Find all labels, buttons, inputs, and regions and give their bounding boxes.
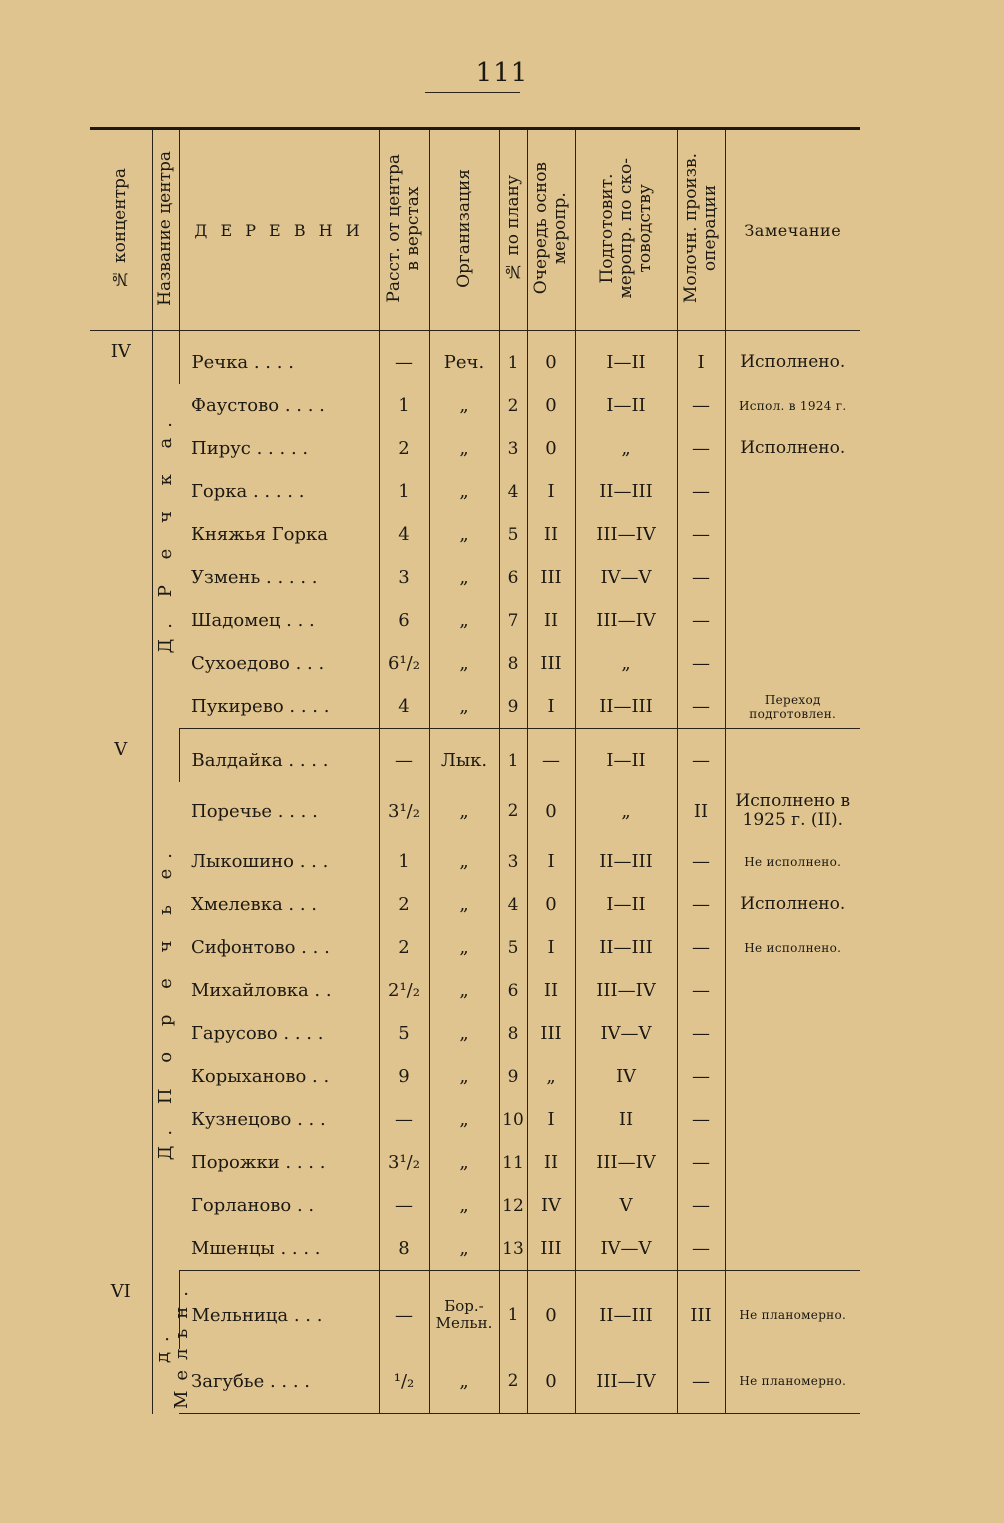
- cell-village: Поречье . . . .: [191, 800, 318, 822]
- table-row: [90, 840, 860, 883]
- cell-village: Михайловка . .: [191, 980, 332, 1001]
- cell-livestock: IV: [575, 1055, 677, 1098]
- table-row: [90, 470, 860, 513]
- cell-village: Хмелевка . . .: [191, 894, 317, 915]
- cell-distance: 8: [379, 1227, 429, 1271]
- cell-distance: —: [379, 1098, 429, 1141]
- cell-livestock: I—II: [575, 883, 677, 926]
- cell-organization: „: [429, 840, 499, 883]
- cell-livestock: III—IV: [575, 599, 677, 642]
- header-distance: Расст. от центра в верстах: [379, 129, 429, 331]
- cell-livestock: II: [575, 1098, 677, 1141]
- header-concentration: № концентра: [90, 129, 152, 331]
- cell-village: Фаустово . . . .: [191, 395, 325, 416]
- cell-livestock: IV—V: [575, 1012, 677, 1055]
- cell-village: Пирус . . . . .: [191, 438, 309, 459]
- cell-organization: „: [429, 513, 499, 556]
- cell-plan-no: 12: [499, 1184, 527, 1227]
- cell-queue: II: [527, 1141, 575, 1184]
- cell-remark: Не планомерно.: [725, 1271, 860, 1350]
- cell-remark: Не исполнено.: [725, 840, 860, 883]
- cell-organization: „: [429, 642, 499, 685]
- cell-plan-no: 4: [499, 470, 527, 513]
- cell-plan-no: 6: [499, 556, 527, 599]
- cell-plan-no: 3: [499, 427, 527, 470]
- cell-livestock: II—III: [575, 1271, 677, 1350]
- cell-plan-no: 2: [499, 782, 527, 840]
- cell-remark: Испол. в 1924 г.: [725, 384, 860, 427]
- cell-distance: 3¹/₂: [379, 1141, 429, 1184]
- table-row: [90, 384, 860, 427]
- cell-plan-no: 1: [499, 331, 527, 385]
- table-row: [90, 1184, 860, 1227]
- cell-village: Мшенцы . . . .: [179, 1227, 379, 1271]
- cell-dairy: —: [677, 1141, 725, 1184]
- cell-queue: II: [527, 513, 575, 556]
- cell-remark: [725, 729, 860, 783]
- cell-dairy: —: [677, 599, 725, 642]
- cell-village: Валдайка . . . .: [179, 729, 379, 783]
- cell-village: Порожки . . . .: [191, 1152, 326, 1173]
- cell-dairy: —: [677, 642, 725, 685]
- cell-livestock: III—IV: [575, 969, 677, 1012]
- table-row: [90, 1271, 860, 1350]
- cell-organization: „: [429, 782, 499, 840]
- cell-livestock: IV—V: [575, 556, 677, 599]
- cell-queue: —: [527, 729, 575, 783]
- cell-plan-no: 8: [499, 1012, 527, 1055]
- cell-village: Горланово . .: [191, 1195, 315, 1216]
- cell-dairy: —: [677, 1349, 725, 1413]
- cell-distance: 4: [379, 513, 429, 556]
- header-dairy: Молочн. произв. операции: [677, 129, 725, 331]
- table-row: [90, 883, 860, 926]
- cell-queue: II: [527, 969, 575, 1012]
- cell-organization: Лык.: [429, 729, 499, 783]
- header-livestock: Подготовит. меропр. по ско- товодству: [575, 129, 677, 331]
- cell-dairy: —: [677, 1227, 725, 1271]
- header-center-name: Название центра: [152, 129, 179, 331]
- table-row: [90, 1227, 860, 1271]
- table-row: [90, 1012, 860, 1055]
- cell-dairy: —: [677, 427, 725, 470]
- cell-plan-no: 2: [499, 384, 527, 427]
- cell-village: Загубье . . . .: [179, 1349, 379, 1413]
- cell-queue: I: [527, 840, 575, 883]
- cell-village: Кузнецово . . .: [191, 1109, 326, 1130]
- table-row: [90, 1055, 860, 1098]
- cell-queue: III: [527, 1227, 575, 1271]
- cell-dairy: —: [677, 926, 725, 969]
- cell-remark: [725, 599, 860, 642]
- cell-village: Шадомец . . .: [191, 610, 315, 631]
- cell-organization: Бор.-Мельн.: [429, 1271, 499, 1350]
- header-main-queue: Очередь основ меропр.: [527, 129, 575, 331]
- cell-distance: 2: [379, 883, 429, 926]
- cell-village: Мельница . . .: [179, 1271, 379, 1350]
- cell-plan-no: 2: [499, 1349, 527, 1413]
- cell-remark: [725, 513, 860, 556]
- cell-queue: 0: [527, 427, 575, 470]
- cell-concentration: V: [114, 738, 128, 760]
- cell-distance: 6¹/₂: [379, 642, 429, 685]
- cell-village: Сухоедово . . .: [191, 653, 325, 674]
- cell-remark: [725, 969, 860, 1012]
- cell-remark: [725, 1184, 860, 1227]
- cell-village: Горка . . . . .: [191, 481, 305, 502]
- cell-distance: 2: [379, 427, 429, 470]
- cell-remark: Исполнено в 1925 г. (II).: [725, 782, 860, 840]
- page-number-rule: [425, 92, 520, 93]
- cell-livestock: „: [575, 427, 677, 470]
- cell-livestock: II—III: [575, 470, 677, 513]
- cell-plan-no: 10: [499, 1098, 527, 1141]
- cell-livestock: I—II: [575, 384, 677, 427]
- cell-queue: 0: [527, 1349, 575, 1413]
- cell-remark: [725, 1055, 860, 1098]
- header-plan-no: № по плану: [499, 129, 527, 331]
- cell-village: Речка . . . .: [179, 331, 379, 385]
- cell-plan-no: 6: [499, 969, 527, 1012]
- cell-remark: Исполнено.: [725, 883, 860, 926]
- header-villages: Д Е Р Е В Н И: [179, 129, 379, 331]
- cell-plan-no: 8: [499, 642, 527, 685]
- cell-organization: „: [429, 1098, 499, 1141]
- cell-remark: [725, 1012, 860, 1055]
- cell-livestock: V: [575, 1184, 677, 1227]
- cell-queue: I: [527, 926, 575, 969]
- cell-dairy: —: [677, 729, 725, 783]
- cell-organization: „: [429, 1349, 499, 1413]
- table-row: [90, 969, 860, 1012]
- cell-plan-no: 9: [499, 685, 527, 729]
- cell-livestock: I—II: [575, 331, 677, 385]
- cell-distance: —: [379, 331, 429, 385]
- table-row: [90, 427, 860, 470]
- table-row: [90, 782, 860, 840]
- cell-distance: 2¹/₂: [379, 969, 429, 1012]
- cell-distance: —: [379, 1271, 429, 1350]
- cell-organization: „: [429, 969, 499, 1012]
- cell-livestock: III—IV: [575, 1349, 677, 1413]
- cell-dairy: —: [677, 384, 725, 427]
- cell-livestock: „: [575, 782, 677, 840]
- cell-organization: „: [429, 599, 499, 642]
- cell-center-name: Д. Р е ч к а.: [152, 331, 179, 729]
- cell-organization: „: [429, 1141, 499, 1184]
- cell-distance: 3¹/₂: [379, 782, 429, 840]
- cell-distance: 4: [379, 685, 429, 729]
- cell-dairy: —: [677, 1184, 725, 1227]
- cell-village: Княжья Горка: [191, 524, 328, 545]
- cell-livestock: „: [575, 642, 677, 685]
- cell-organization: „: [429, 384, 499, 427]
- cell-organization: „: [429, 427, 499, 470]
- cell-dairy: —: [677, 470, 725, 513]
- cell-village: Узмень . . . . .: [191, 567, 318, 588]
- cell-dairy: —: [677, 556, 725, 599]
- cell-dairy: —: [677, 685, 725, 729]
- cell-plan-no: 4: [499, 883, 527, 926]
- table-row: [90, 685, 860, 729]
- cell-organization: „: [429, 556, 499, 599]
- cell-queue: 0: [527, 883, 575, 926]
- cell-dairy: II: [677, 782, 725, 840]
- cell-livestock: I—II: [575, 729, 677, 783]
- cell-queue: III: [527, 642, 575, 685]
- cell-village: Сифонтово . . .: [191, 937, 330, 958]
- villages-table: [90, 127, 860, 1414]
- cell-organization: „: [429, 1227, 499, 1271]
- cell-distance: 9: [379, 1055, 429, 1098]
- cell-plan-no: 11: [499, 1141, 527, 1184]
- cell-organization: „: [429, 685, 499, 729]
- table-row: [90, 599, 860, 642]
- cell-village: Гарусово . . . .: [191, 1023, 324, 1044]
- cell-plan-no: 3: [499, 840, 527, 883]
- cell-center-name: д. Мельн.: [152, 1271, 179, 1414]
- table-row: [90, 642, 860, 685]
- table-row: [90, 331, 860, 385]
- cell-center-name: Д. П о р е ч ь е.: [152, 729, 179, 1271]
- cell-distance: 6: [379, 599, 429, 642]
- table-row: [90, 1141, 860, 1184]
- table-row: [90, 1098, 860, 1141]
- cell-plan-no: 5: [499, 926, 527, 969]
- cell-distance: 1: [379, 384, 429, 427]
- cell-organization: „: [429, 1012, 499, 1055]
- table-row: [90, 513, 860, 556]
- cell-queue: I: [527, 1098, 575, 1141]
- cell-queue: III: [527, 1012, 575, 1055]
- cell-distance: 1: [379, 840, 429, 883]
- cell-distance: 1: [379, 470, 429, 513]
- cell-village: Лыкошино . . .: [191, 851, 329, 872]
- cell-livestock: IV—V: [575, 1227, 677, 1271]
- cell-distance: ¹/₂: [379, 1349, 429, 1413]
- cell-organization: „: [429, 470, 499, 513]
- cell-remark: [725, 1098, 860, 1141]
- cell-remark: Не планомерно.: [725, 1349, 860, 1413]
- cell-livestock: II—III: [575, 685, 677, 729]
- cell-dairy: —: [677, 969, 725, 1012]
- cell-remark: Исполнено.: [725, 427, 860, 470]
- cell-queue: 0: [527, 1271, 575, 1350]
- cell-queue: 0: [527, 782, 575, 840]
- cell-remark: Исполнено.: [725, 331, 860, 385]
- cell-dairy: —: [677, 840, 725, 883]
- cell-remark: Переход подготовлен.: [725, 685, 860, 729]
- cell-dairy: —: [677, 513, 725, 556]
- cell-organization: Реч.: [429, 331, 499, 385]
- cell-queue: IV: [527, 1184, 575, 1227]
- cell-queue: 0: [527, 384, 575, 427]
- cell-queue: I: [527, 685, 575, 729]
- table-row: [90, 926, 860, 969]
- cell-queue: II: [527, 599, 575, 642]
- cell-dairy: —: [677, 1098, 725, 1141]
- cell-plan-no: 1: [499, 1271, 527, 1350]
- cell-remark: [725, 642, 860, 685]
- cell-queue: 0: [527, 331, 575, 385]
- cell-organization: „: [429, 926, 499, 969]
- cell-dairy: III: [677, 1271, 725, 1350]
- cell-dairy: —: [677, 1012, 725, 1055]
- table-row: [90, 1349, 860, 1413]
- cell-village: Пукирево . . . .: [179, 685, 379, 729]
- cell-remark: Не исполнено.: [725, 926, 860, 969]
- page-number: 111: [475, 58, 529, 88]
- cell-organization: „: [429, 1055, 499, 1098]
- cell-organization: „: [429, 1184, 499, 1227]
- cell-queue: I: [527, 470, 575, 513]
- cell-distance: 3: [379, 556, 429, 599]
- header-remarks: Замечание: [725, 129, 860, 331]
- cell-plan-no: 13: [499, 1227, 527, 1271]
- cell-dairy: —: [677, 883, 725, 926]
- cell-queue: „: [527, 1055, 575, 1098]
- cell-remark: [725, 1141, 860, 1184]
- cell-village: Корыханово . .: [191, 1066, 330, 1087]
- cell-livestock: II—III: [575, 840, 677, 883]
- cell-concentration: IV: [110, 341, 131, 362]
- cell-livestock: II—III: [575, 926, 677, 969]
- cell-remark: [725, 556, 860, 599]
- cell-plan-no: 1: [499, 729, 527, 783]
- table-header-row: [90, 129, 860, 331]
- cell-distance: 2: [379, 926, 429, 969]
- cell-remark: [725, 1227, 860, 1271]
- cell-distance: —: [379, 729, 429, 783]
- cell-dairy: —: [677, 1055, 725, 1098]
- cell-plan-no: 9: [499, 1055, 527, 1098]
- cell-queue: III: [527, 556, 575, 599]
- cell-concentration: VI: [110, 1280, 131, 1302]
- table-row: [90, 556, 860, 599]
- cell-distance: —: [379, 1184, 429, 1227]
- cell-livestock: III—IV: [575, 513, 677, 556]
- cell-plan-no: 5: [499, 513, 527, 556]
- header-organization: Организация: [429, 129, 499, 331]
- cell-dairy: I: [677, 331, 725, 385]
- cell-remark: [725, 470, 860, 513]
- cell-livestock: III—IV: [575, 1141, 677, 1184]
- table-row: [90, 729, 860, 783]
- cell-distance: 5: [379, 1012, 429, 1055]
- cell-organization: „: [429, 883, 499, 926]
- cell-plan-no: 7: [499, 599, 527, 642]
